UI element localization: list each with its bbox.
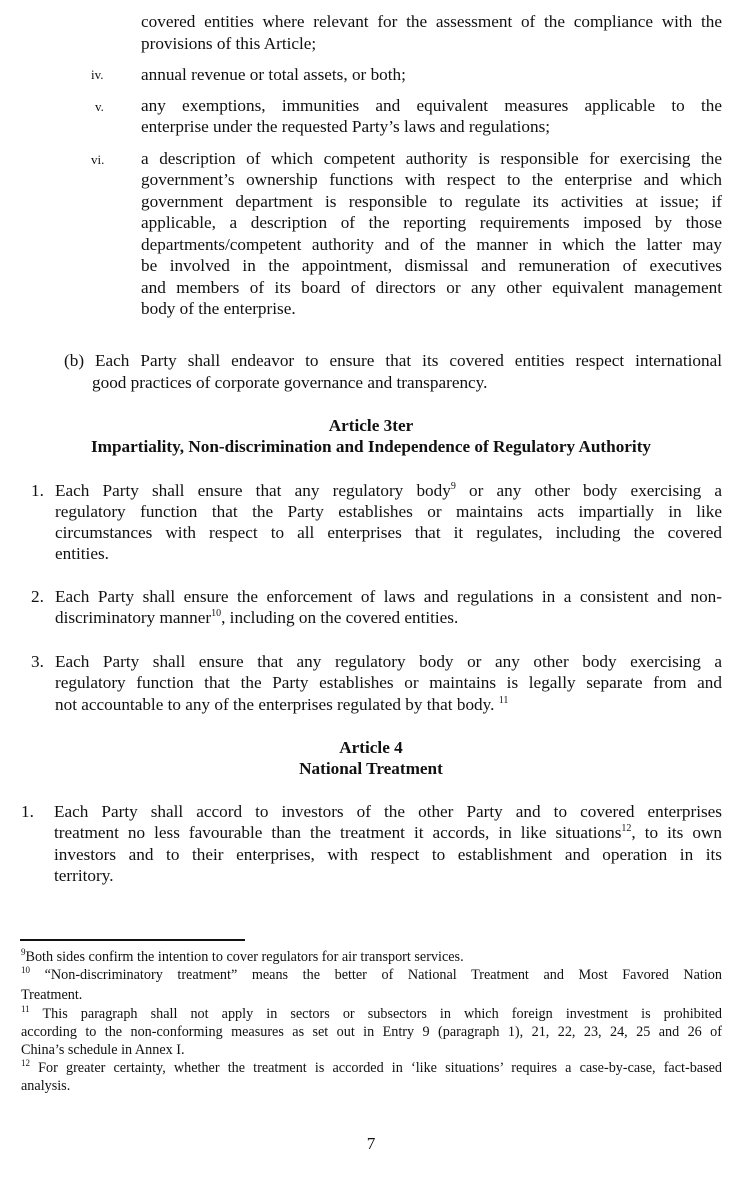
- item-vi-line-7: and members of its board of directors or any other equivalent management: [141, 278, 722, 297]
- art3ter-p2-number: 2.: [31, 587, 44, 606]
- art3ter-p2-line-1: Each Party shall ensure the enforcement of laws and regulations in a consistent and non-: [55, 587, 722, 606]
- art4-p1-line-2: treatment no less favourable than the treatment it accords, in like situations$^{12}$, to its own: [54, 823, 722, 842]
- art3ter-p3-line-2: regulatory function that the Party establishes or maintains is legally separate from and: [55, 673, 722, 692]
- article-3ter-title: Article 3ter: [328, 416, 414, 435]
- para-b-line-2: good practices of corporate governance and transparency.: [92, 373, 488, 392]
- footnote-12-line-2: analysis.: [21, 1078, 71, 1094]
- item-vi-line-2: government’s ownership functions with respect to the enterprise and which: [141, 170, 722, 189]
- continuation-line-1: covered entities where relevant for the assessment of the compliance with the: [141, 12, 722, 31]
- footnote-ref-9: 9: [450, 481, 456, 492]
- item-vi-number: vi.: [91, 152, 105, 167]
- art3ter-p3-line-3: not accountable to any of the enterprises regulated by that body. $^{11}$: [55, 695, 509, 714]
- article-4-subtitle: National Treatment: [299, 759, 443, 778]
- art3ter-p1-line-3: circumstances with respect to all enterprises that it regulates, including the covered: [55, 523, 722, 542]
- art3ter-p3-number: 3.: [31, 652, 44, 671]
- article-4-title: Article 4: [339, 738, 403, 757]
- page-number: 7: [366, 1134, 376, 1153]
- footnote-10-line-1: $^{10}$ “Non-discriminatory treatment” means the better of National Treatment and Most Favored Nation: [21, 965, 722, 983]
- art3ter-p1-number: 1.: [31, 481, 44, 500]
- item-v-number: v.: [95, 99, 104, 114]
- footnote-10-line-2: Treatment.: [21, 987, 83, 1003]
- item-vi-line-3: government department is responsible to regulate its activities at issue; if: [141, 192, 722, 211]
- footnote-11-line-1: $^{11}$ This paragraph shall not apply in sectors or subsectors in which foreign investment is prohibited: [21, 1004, 723, 1022]
- article-3ter-subtitle: Impartiality, Non-discrimination and Independence of Regulatory Authority: [90, 437, 652, 456]
- art4-p1-line-3: investors and to their enterprises, with respect to establishment and operation in its: [54, 845, 722, 864]
- footnote-ref-10: 10: [211, 608, 222, 619]
- footnote-11-line-3: China’s schedule in Annex I.: [21, 1042, 185, 1058]
- footnote-9: $^9$Both sides confirm the intention to cover regulators for air transport services.: [21, 947, 464, 965]
- art3ter-p3-line-1: Each Party shall ensure that any regulatory body or any other body exercising a: [55, 652, 722, 671]
- art4-p1-number: 1.: [21, 802, 34, 821]
- art4-p1-line-1: Each Party shall accord to investors of the other Party and to covered enterprises: [54, 802, 722, 821]
- art3ter-p1-line-2: regulatory function that the Party establishes or maintains acts impartially in like: [55, 502, 722, 521]
- footnote-separator: [20, 939, 245, 941]
- item-vi-line-6: be involved in the appointment, dismissal and remuneration of executives: [141, 256, 722, 275]
- item-vi-line-8: body of the enterprise.: [141, 299, 296, 318]
- item-iv-number: iv.: [91, 67, 104, 82]
- footnote-12-line-1: $^{12}$ For greater certainty, whether the treatment is accorded in ‘like situations’ requires a case-by-case, fact-based: [21, 1058, 722, 1076]
- item-v-line-1: any exemptions, immunities and equivalent measures applicable to the: [141, 96, 722, 115]
- item-vi-line-4: applicable, a description of the reporting requirements imposed by those: [141, 213, 722, 232]
- footnote-ref-12: 12: [621, 823, 632, 834]
- art3ter-p1-line-4: entities.: [55, 544, 109, 563]
- footnote-11-line-2: according to the non-conforming measures as set out in Entry 9 (paragraph 1), 21, 22, 23, 24, 25 and 26 of: [21, 1024, 722, 1040]
- para-b-line-1: (b) Each Party shall endeavor to ensure that its covered entities respect international: [64, 351, 722, 370]
- item-v-line-2: enterprise under the requested Party’s laws and regulations;: [141, 117, 551, 136]
- footnote-ref-11: 11: [498, 695, 509, 706]
- art3ter-p1-line-1: Each Party shall ensure that any regulatory body$^9$ or any other body exercising a: [55, 481, 722, 500]
- art3ter-p2-line-2: discriminatory manner$^{10}$, including on the covered entities.: [55, 608, 459, 627]
- art4-p1-line-4: territory.: [54, 866, 114, 885]
- item-vi-line-1: a description of which competent authority is responsible for exercising the: [141, 149, 722, 168]
- item-iv-text: annual revenue or total assets, or both;: [141, 65, 406, 84]
- continuation-line-2: provisions of this Article;: [141, 34, 317, 53]
- item-vi-line-5: departments/competent authority and of the manner in which the latter may: [141, 235, 722, 254]
